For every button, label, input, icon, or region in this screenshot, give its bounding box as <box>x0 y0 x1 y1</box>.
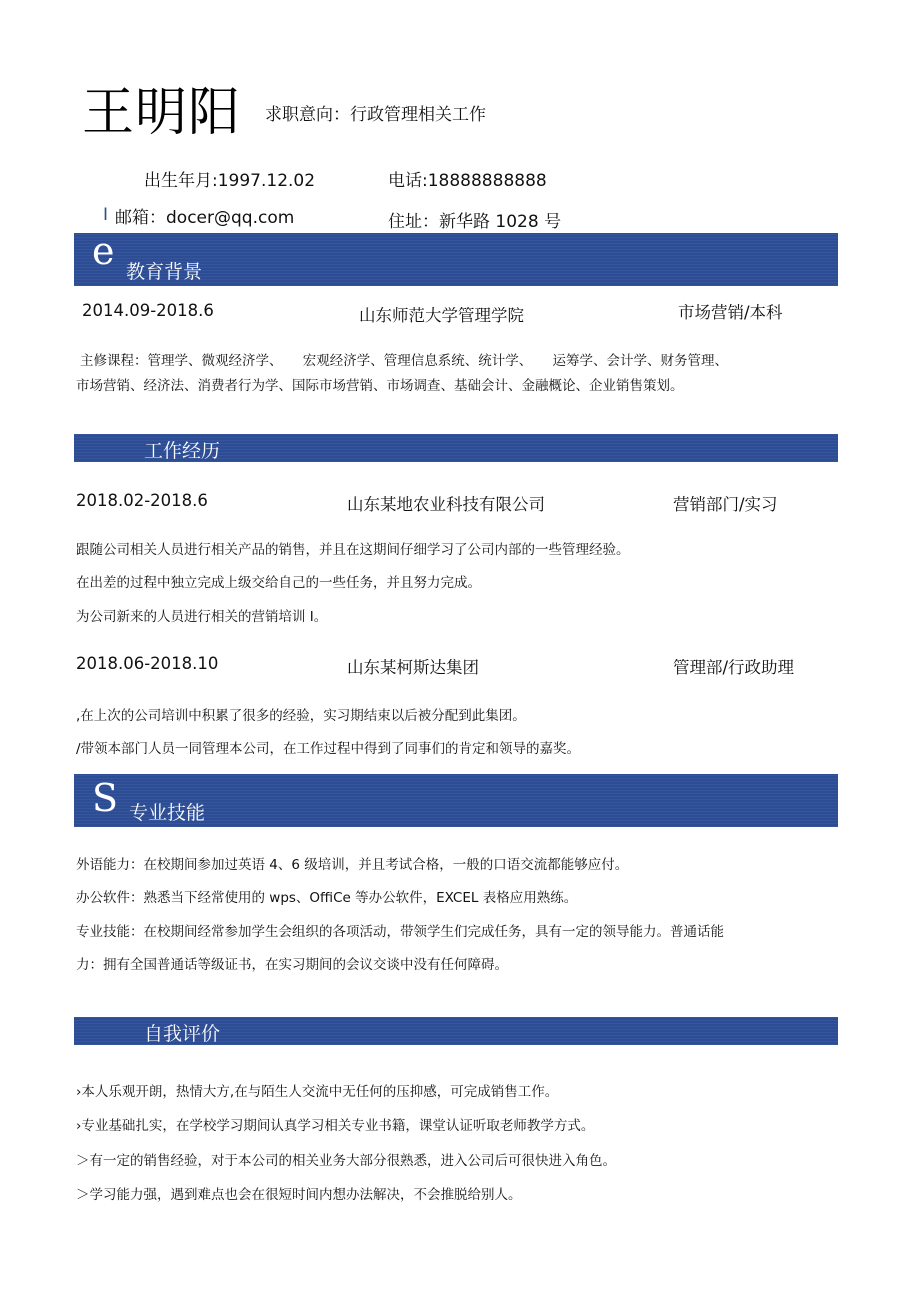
birth-date: 出生年月:1997.12.02 <box>144 171 316 191</box>
education-letter-icon: e <box>92 229 115 273</box>
courses-line-2: 市场营销、经济法、消费者行为学、国际市场营销、市场调查、基础会计、金融概论、企业销售策划。 <box>76 378 684 394</box>
job-2-company: 山东某柯斯达集团 <box>347 658 479 677</box>
phone: 电话:18888888888 <box>388 171 547 191</box>
email: 邮箱：docer@qq.com <box>115 208 295 228</box>
education-major: 市场营销/本科 <box>678 303 783 322</box>
job-2-line-2: /带领本部门人员一同管理本公司，在工作过程中得到了同事们的肯定和领导的嘉奖。 <box>76 741 581 757</box>
skills-title: 专业技能 <box>129 802 206 824</box>
skills-section-header <box>74 774 838 827</box>
skills-letter-icon: S <box>92 776 119 820</box>
skills-line-3: 专业技能：在校期间经常参加学生会组织的各项活动，带领学生们完成任务，具有一定的领导能力。普通话能 <box>76 924 724 940</box>
self-evaluation-title: 自我评价 <box>144 1023 221 1045</box>
job-1-role: 营销部门/实习 <box>673 495 778 514</box>
job-2-role: 管理部/行政助理 <box>673 658 795 677</box>
job-1-company: 山东某地农业科技有限公司 <box>347 495 545 514</box>
education-section-header <box>74 229 838 286</box>
education-title: 教育背景 <box>126 261 203 283</box>
job-objective: 求职意向：行政管理相关工作 <box>265 105 486 125</box>
job-1-line-2: 在出差的过程中独立完成上级交给自己的一些任务，并且努力完成。 <box>76 575 481 591</box>
skills-line-4: 力：拥有全国普通话等级证书，在实习期间的会议交谈中没有任何障碍。 <box>76 957 508 973</box>
skills-line-1: 外语能力：在校期间参加过英语 4、6 级培训，并且考试合格，一般的口语交流都能够应付。 <box>76 857 629 873</box>
address: 住址：新华路 1028 号 <box>388 212 562 232</box>
self-line-4: ＞学习能力强，遇到难点也会在很短时间内想办法解决，不会推脱给别人。 <box>76 1187 522 1203</box>
self-line-2: ›专业基础扎实，在学校学习期间认真学习相关专业书籍，课堂认证听取老师教学方式。 <box>76 1118 595 1134</box>
job-2-period: 2018.06-2018.10 <box>76 654 219 673</box>
education-school: 山东师范大学管理学院 <box>359 306 524 325</box>
courses-line-1: 主修课程：管理学、微观经济学、 宏观经济学、管理信息系统、统计学、 运筹学、会计学、财务管理、 <box>80 353 728 369</box>
self-line-1: ›本人乐观开朗，热情大方,在与陌生人交流中无任何的压抑感，可完成销售工作。 <box>76 1084 559 1100</box>
self-line-3: ＞有一定的销售经验，对于本公司的相关业务大部分很熟悉，进入公司后可很快进入角色。 <box>76 1153 616 1169</box>
job-2-line-1: ,在上次的公司培训中积累了很多的经验，实习期结束以后被分配到此集团。 <box>76 708 526 724</box>
candidate-name: 王明阳 <box>82 83 242 143</box>
work-section-header <box>74 434 838 462</box>
email-marker: I <box>103 205 109 225</box>
job-1-line-1: 跟随公司相关人员进行相关产品的销售，并且在这期间仔细学习了公司内部的一些管理经验。 <box>76 542 630 558</box>
self-evaluation-section-header <box>74 1017 838 1045</box>
job-1-line-3: 为公司新来的人员进行相关的营销培训 I。 <box>76 609 328 625</box>
skills-line-2: 办公软件：熟悉当下经常使用的 wps、OffiCe 等办公软件，EXCEL 表格应用熟练。 <box>76 890 578 906</box>
education-period: 2014.09-2018.6 <box>82 301 214 320</box>
job-1-period: 2018.02-2018.6 <box>76 491 208 510</box>
work-title: 工作经历 <box>144 440 221 462</box>
